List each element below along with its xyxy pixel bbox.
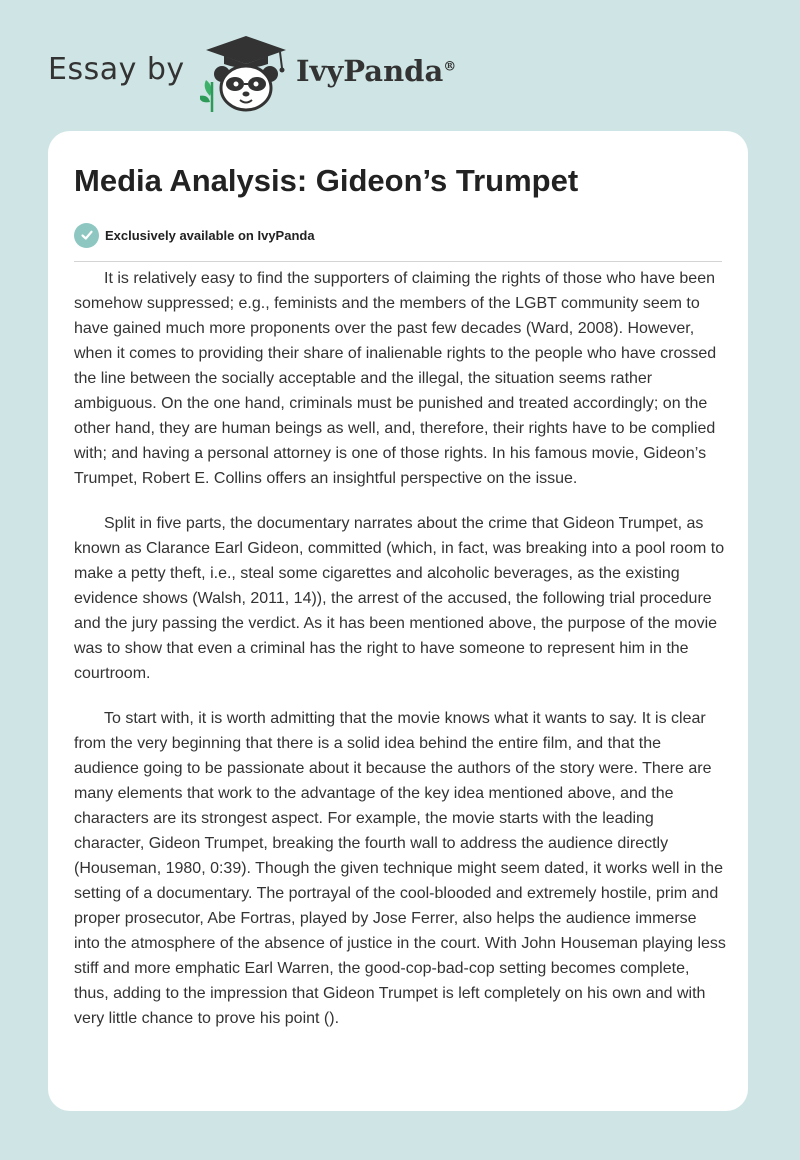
check-circle-icon — [74, 223, 99, 248]
panda-graduate-icon[interactable] — [200, 34, 292, 114]
brand-name[interactable] — [296, 54, 456, 88]
badge-label: Exclusively available on IvyPanda — [105, 227, 315, 243]
page-title: Media Analysis: Gideon’s Trumpet — [74, 163, 579, 198]
site-header — [0, 0, 800, 130]
brand-text: IvyPanda — [296, 54, 444, 88]
essay-by-label: Essay by — [48, 52, 185, 87]
exclusive-badge — [74, 222, 315, 248]
paragraph: Split in five parts, the documentary narrates about the crime that Gideon Trumpet, as known as Clarance Earl Gideon, committed (which, in fact, was breaking into a pool room to make a petty theft, i.e., steal some cigarettes and alcoholic beverages, as the existing evidence shows (Walsh, 2011, 14)), the arrest of the accused, the following trial procedure and the jury passing the verdict. As it has been mentioned above, the purpose of the movie was to show that even a criminal has the right to have someone to represent him in the courtroom. — [74, 515, 725, 682]
essay-body — [74, 266, 726, 1051]
paragraph: It is relatively easy to find the supporters of claiming the rights of those who have been somehow suppressed; e.g., feminists and the members of the LGBT community seem to have gained much more proponents over the past few decades (Ward, 2008). However, when it comes to providing their share of inalienable rights to the people who have crossed the line between the socially acceptable and the illegal, the situation seems rather ambiguous. On the one hand, criminals must be punished and treated accordingly; on the other hand, they are human beings as well, and, therefore, their rights have to be complied with; and having a personal attorney is one of those rights. In his famous movie, Gideon’s Trumpet, Robert E. Collins offers an insightful perspective on the issue. — [74, 270, 717, 487]
divider — [74, 261, 722, 262]
paragraph: To start with, it is worth admitting that the movie knows what it wants to say. It is clear from the very beginning that there is a solid idea behind the entire film, and that the audience going to be passionate about it because the authors of the story were. There are many elements that work to the advantage of the key idea mentioned above, and the characters are its strongest aspect. For example, the movie starts with the leading character, Gideon Trumpet, breaking the fourth wall to address the audience directly (Houseman, 1980, 0:39). Though the given technique might seem dated, it works well in the setting of a documentary. The portrayal of the cool-blooded and extremely hostile, prim and proper prosecutor, Abe Fortras, played by Jose Ferrer, also helps the audience immerse into the atmosphere of the absence of justice in the court. With John Houseman playing less stiff and more emphatic Earl Warren, the good-cop-bad-cop setting becomes complete, thus, adding to the impression that Gideon Trumpet is left completely on his own and with very little chance to prove his point (). — [74, 710, 726, 1027]
essay-card — [48, 131, 748, 1111]
registered-mark: ® — [443, 59, 457, 75]
